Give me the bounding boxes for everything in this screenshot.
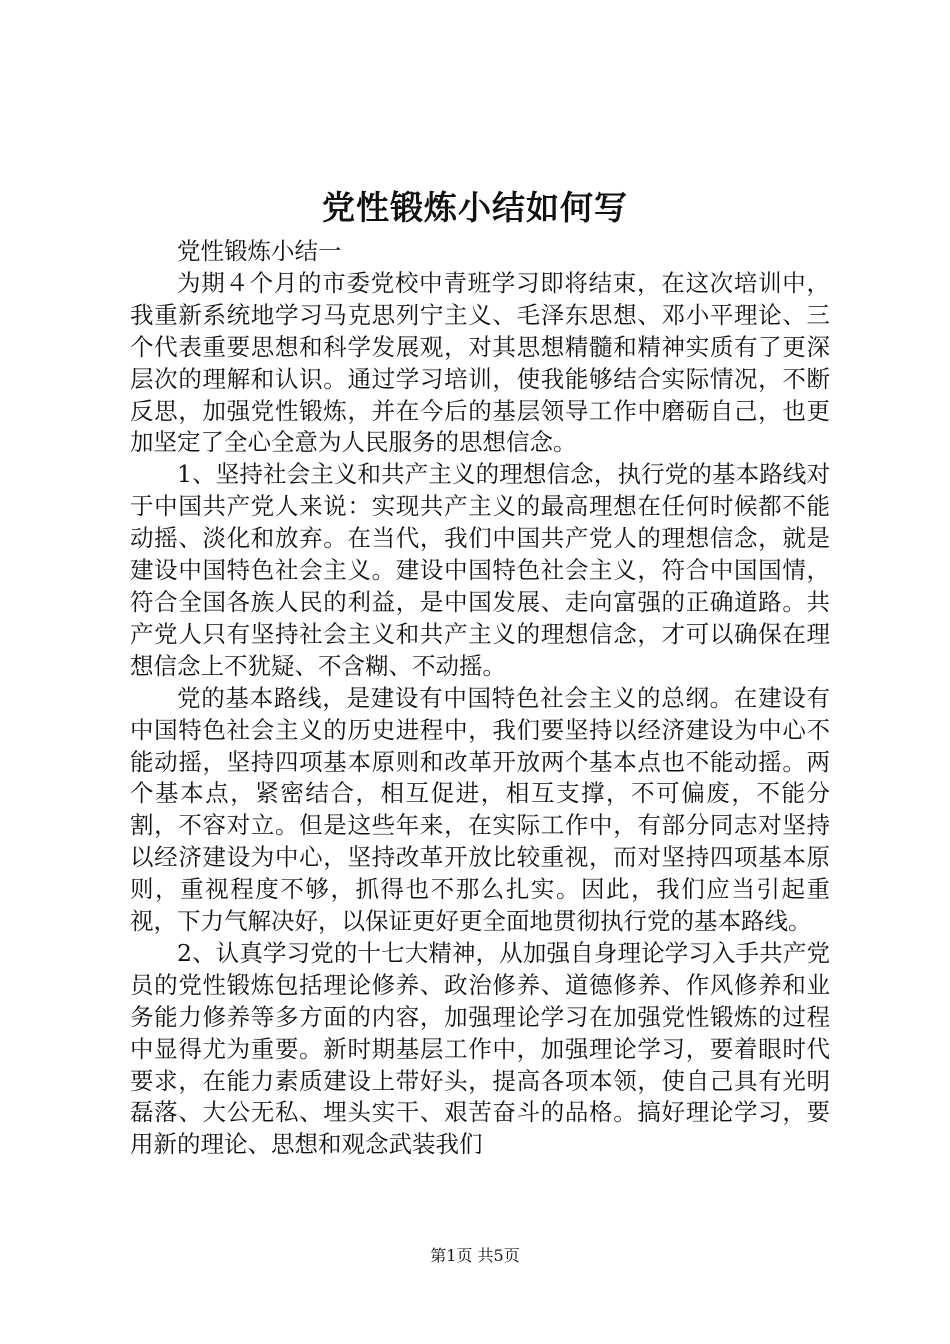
page-number: 第1页 共5页 xyxy=(430,1246,520,1265)
paragraph: 2、认真学习党的十七大精神，从加强自身理论学习入手共产党员的党性锻炼包括理论修养、政治修养、道德修养、作风修养和业务能力修养等多方面的内容，加强理论学习在加强党性锻炼的过程中显得尤为重要。新时期基层工作中，加强理论学习，要着眼时代要求，在能力素质建设上带好头，提高各项本领，使自己具有光明磊落、大公无私、埋头实干、艰苦奋斗的品格。搞好理论学习，要用新的理论、思想和观念武装我们 xyxy=(130,938,830,1159)
document-body xyxy=(130,236,830,1161)
paragraph: 为期４个月的市委党校中青班学习即将结束，在这次培训中，我重新系统地学习马克思列宁主义、毛泽东思想、邓小平理论、三个代表重要思想和科学发展观，对其思想精髓和精神实质有了更深层次的理解和认识。通过学习培训，使我能够结合实际情况，不断反思，加强党性锻炼，并在今后的基层领导工作中磨砺自己，也更加坚定了全心全意为人民服务的思想信念。 xyxy=(130,268,830,457)
document-title: 党性锻炼小结如何写 xyxy=(322,188,628,227)
page-footer xyxy=(0,1245,950,1267)
paragraph: 1、坚持社会主义和共产主义的理想信念，执行党的基本路线对于中国共产党人来说：实现共产主义的最高理想在任何时候都不能动摇、淡化和放弃。在当代，我们中国共产党人的理想信念，就是建设中国特色社会主义。建设中国特色社会主义，符合中国国情，符合全国各族人民的利益，是中国发展、走向富强的正确道路。共产党人只有坚持社会主义和共产主义的理想信念，才可以确保在理想信念上不犹疑、不含糊、不动摇。 xyxy=(130,460,830,680)
section-heading: 党性锻炼小结一 xyxy=(177,237,342,265)
paragraph: 党的基本路线，是建设有中国特色社会主义的总纲。在建设有中国特色社会主义的历史进程中，我们要坚持以经济建设为中心不能动摇，坚持四项基本原则和改革开放两个基本点也不能动摇。两个基本点，紧密结合，相互促进，相互支撑，不可偏废，不能分割，不容对立。但是这些年来，在实际工作中，有部分同志对坚持以经济建设为中心，坚持改革开放比较重视，而对坚持四项基本原则，重视程度不够，抓得也不那么扎实。因此，我们应当引起重视，下力气解决好，以保证更好更全面地贯彻执行党的基本路线。 xyxy=(130,683,830,936)
